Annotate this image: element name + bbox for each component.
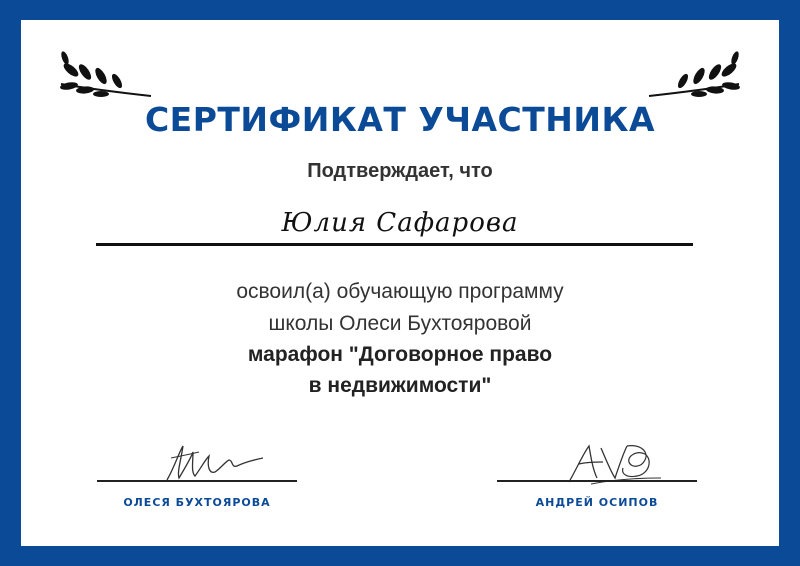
name-underline [96, 243, 693, 246]
certificate-title: СЕРТИФИКАТ УЧАСТНИКА [144, 100, 656, 139]
laurel-branch-icon [647, 46, 743, 98]
signature-line-left [97, 480, 297, 482]
confirms-text: Подтверждает, что [307, 160, 493, 182]
program-name-line-1: марафон "Договорное право [247, 343, 553, 366]
laurel-branch-icon [57, 46, 153, 98]
signature-line-right [497, 480, 697, 482]
certificate-card [21, 20, 779, 546]
program-name-line-2: в недвижимости" [308, 374, 492, 397]
recipient-name: Юлия Сафарова [281, 208, 519, 238]
signer-name-right: АНДРЕЙ ОСИПОВ [535, 496, 659, 509]
program-intro-line: освоил(а) обучающую программу [236, 280, 564, 303]
school-line: школы Олеси Бухтояровой [268, 312, 532, 335]
signer-name-left: ОЛЕСЯ БУХТОЯРОВА [123, 496, 271, 509]
